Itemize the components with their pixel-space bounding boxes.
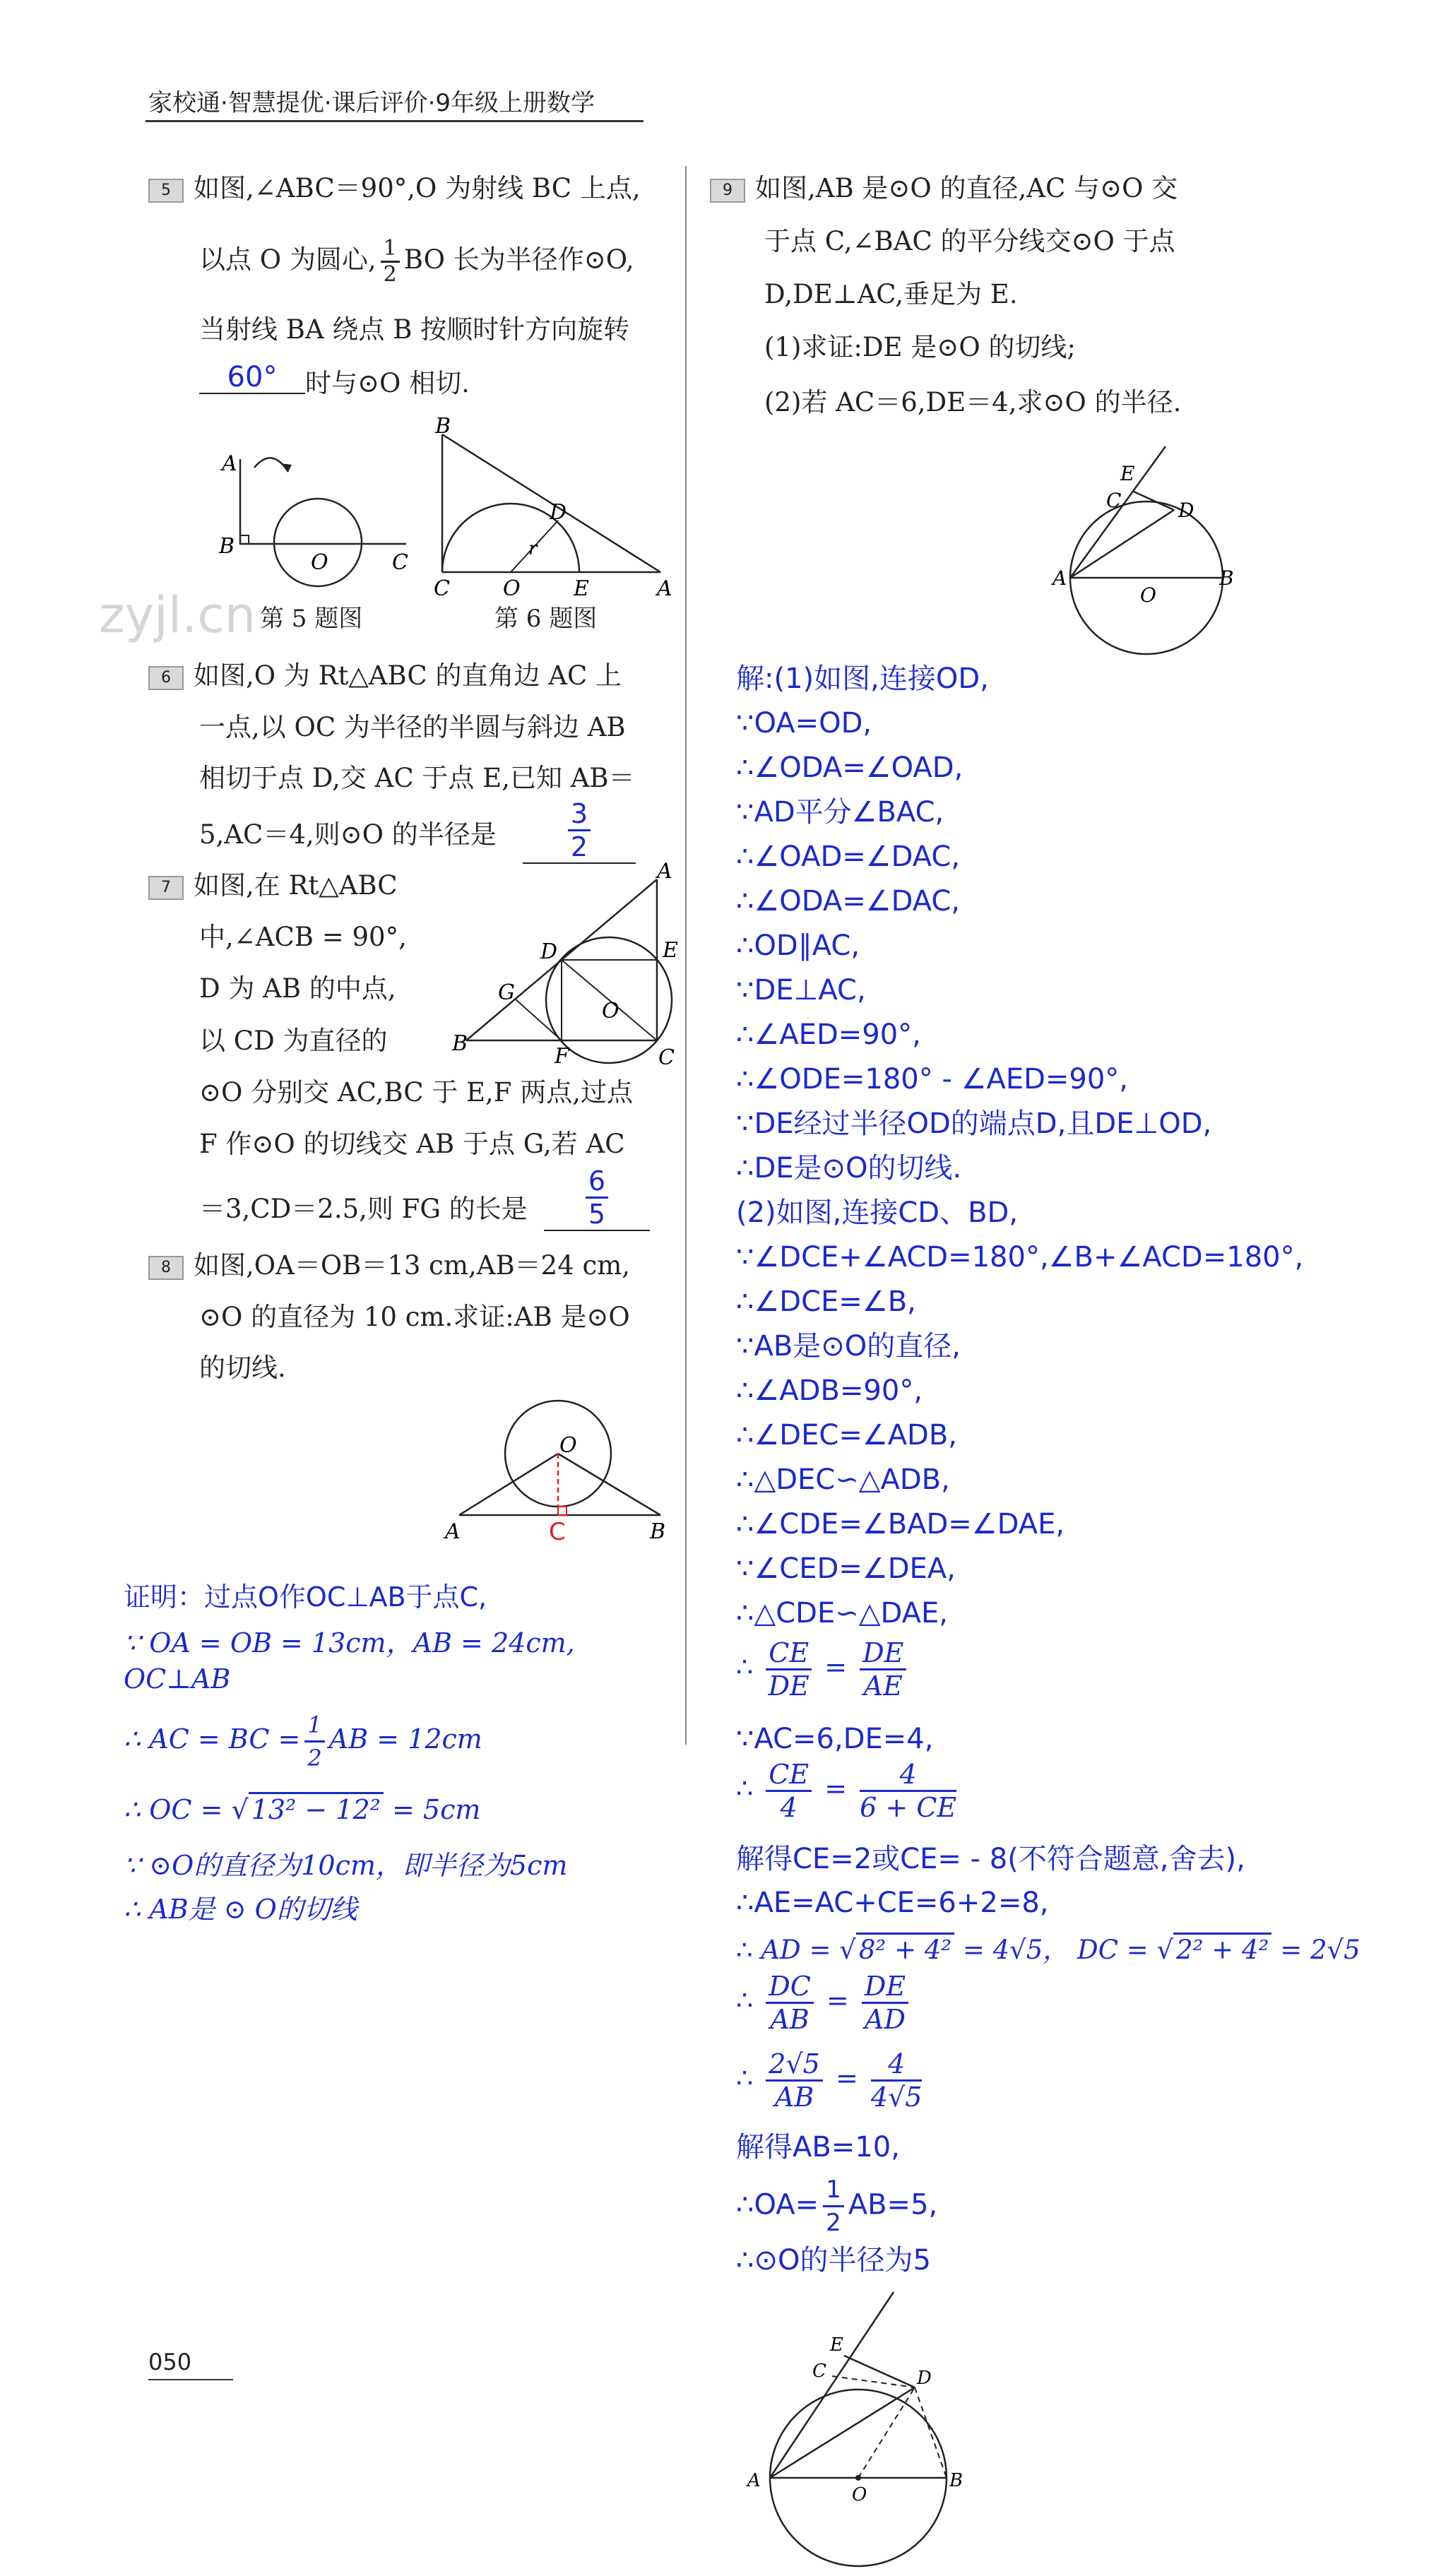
q7-line-2: 中,∠ACB = 90°, [199, 922, 407, 952]
q6-line-4: 5,AC＝4,则⊙O 的半径是 [199, 819, 497, 850]
svg-text:A: A [445, 1519, 461, 1544]
svg-text:B: B [949, 2470, 963, 2491]
question-number: 8 [148, 1256, 184, 1280]
page-number: 050 [148, 2349, 192, 2375]
svg-text:O: O [311, 550, 328, 575]
svg-text:O: O [559, 1433, 577, 1458]
q9-fraction-2: ∴ $\frac{CE}{4}$ = $\frac{4}{6 + CE}$ [736, 1759, 957, 1823]
q5-line-1: 5 如图,∠ABC＝90°,O 为射线 BC 上点, [148, 173, 641, 204]
header-rule [146, 120, 644, 122]
svg-text:D: D [1178, 499, 1194, 522]
question-number: 7 [148, 876, 184, 900]
page-number-rule [148, 2379, 233, 2380]
page-header: 家校通·智慧提优·课后评价·9年级上册数学 [148, 89, 595, 117]
q9-sol3-1: 解得AB=10, [736, 2131, 900, 2164]
question-number: 6 [148, 666, 184, 690]
svg-text:C: C [1106, 489, 1122, 512]
q8-proof-6: ∵ ⊙O的直径为10cm，即半径为5cm [124, 1850, 568, 1881]
svg-text:C: C [549, 1518, 566, 1546]
q9-line-1: 9 如图,AB 是⊙O 的直径,AC 与⊙O 交 [710, 173, 1178, 204]
q6-answer: $\frac{3}{2}$ [523, 798, 636, 864]
q5-answer: 60° [199, 362, 305, 394]
svg-text:O: O [1140, 583, 1156, 607]
q9-sol2-2: ∴AE=AC+CE=6+2=8, [736, 1887, 1049, 1919]
q9-line-3: D,DE⊥AC,垂足为 E. [764, 279, 1018, 309]
svg-text:E: E [574, 576, 589, 601]
q8-proof-2: ∵ OA = OB = 13cm，AB = 24cm, [124, 1627, 575, 1658]
svg-text:C: C [392, 550, 408, 575]
q8-line-3: 的切线. [199, 1353, 286, 1383]
svg-text:D: D [540, 939, 558, 964]
q9-fraction-4: ∴ $\frac{2√5}{AB}$ = $\frac{4}{4√5}$ [736, 2048, 923, 2113]
q7-line-3: D 为 AB 的中点, [199, 973, 396, 1004]
q9-figure [1053, 438, 1250, 650]
q8-proof-7: ∴ AB是 ⊙ O的切线 [124, 1894, 357, 1925]
svg-text:E: E [1120, 462, 1135, 485]
svg-text:O: O [852, 2484, 867, 2505]
q9-sol3-2: ∴OA= $\frac{1}{2}$ AB=5, [736, 2176, 938, 2237]
watermark: zyjl.cn [99, 586, 256, 644]
q5-line-3: 当射线 BA 绕点 B 按顺时针方向旋转 [199, 314, 630, 345]
q8-proof-1: 证明：过点O作OC⊥AB于点C, [124, 1581, 487, 1613]
q5-caption: 第 5 题图 [260, 605, 363, 633]
svg-text:O: O [503, 576, 521, 601]
q6-figure [424, 413, 678, 601]
svg-text:B: B [1219, 566, 1234, 590]
svg-text:B: B [452, 1031, 468, 1056]
q8-proof-3: OC⊥AB [124, 1663, 231, 1694]
q7-line-4: 以 CD 为直径的 [199, 1026, 388, 1056]
q6-line-1: 6 如图,O 为 Rt△ABC 的直角边 AC 上 [148, 660, 622, 692]
svg-text:C: C [658, 1045, 675, 1070]
q7-figure [452, 859, 678, 1070]
q7-line-7: ＝3,CD＝2.5,则 FG 的长是 [199, 1194, 528, 1224]
q9-given: ∵AC=6,DE=4, [736, 1723, 934, 1755]
svg-text:A: A [1053, 566, 1067, 590]
svg-text:B: B [219, 534, 235, 559]
q6-line-3: 相切于点 D,交 AC 于点 E,已知 AB＝ [199, 763, 635, 793]
q9-ad-line: ∴ AD = √ 8² + 4² = 4√5， DC = √ 2² + 4² = 2√5 [736, 1928, 1360, 1966]
svg-text:A: A [747, 2470, 761, 2491]
q9-fraction-3: ∴ $\frac{DC}{AB}$ = $\frac{DE}{AD}$ [736, 1971, 913, 2035]
svg-text:A: A [657, 576, 672, 601]
q5-line-2: 以点 O 为圆心, $\frac{1}{2}$ BO 长为半径作⊙O, [199, 236, 634, 287]
q7-answer: $\frac{6}{5}$ [544, 1165, 650, 1231]
svg-text:C: C [812, 2361, 826, 2382]
q8-line-2: ⊙O 的直径为 10 cm.求证:AB 是⊙O [199, 1302, 630, 1332]
svg-text:O: O [602, 999, 619, 1023]
q9-solution: 解:(1)如图,连接OD, ∵OA=OD, ∴∠ODA=∠OAD, ∵AD平分∠BAC, ∴∠OAD=∠DAC, ∴∠ODA=∠DAC, ∴OD∥AC, ∵DE⊥AC, ∴∠AED=90°, ∴∠ODE=180° - ∠AED=90°, ∵DE经过半径OD的端点D,且DE⊥OD, ∴DE是⊙O的切线. (2)如图,连接CD、BD, ∵∠DCE+∠ACD=180°,∠B+∠ACD=180°, ∴∠DCE=∠B, ∵AB是⊙O的直径, ∴∠ADB=90°, ∴∠DEC=∠ADB, ∴△DEC∽△ADB, ∴∠CDE=∠BAD=∠DAE, ∵∠CED=∠DEA, ∴△CDE∽△DAE, [736, 663, 1304, 1630]
svg-text:A: A [222, 451, 237, 476]
q9-sol3-3: ∴⊙O的半径为5 [736, 2244, 931, 2277]
svg-text:B: B [435, 414, 451, 439]
q7-line-5: ⊙O 分别交 AC,BC 于 E,F 两点,过点 [199, 1077, 634, 1108]
q5-line-4: 60° 时与⊙O 相切. [199, 367, 470, 400]
svg-text:E: E [663, 938, 678, 963]
q9-sol2-1: 解得CE=2或CE= - 8(不符合题意,舍去), [736, 1843, 1245, 1875]
svg-text:C: C [434, 576, 450, 601]
svg-text:D: D [550, 500, 567, 525]
q7-line-6: F 作⊙O 的切线交 AB 于点 G,若 AC [199, 1129, 625, 1159]
q8-line-1: 8 如图,OA＝OB＝13 cm,AB＝24 cm, [148, 1250, 630, 1281]
q7-line-1: 7 如图,在 Rt△ABC [148, 870, 398, 901]
q8-proof-5: ∴ OC = √ 13² − 12² = 5cm [124, 1794, 480, 1825]
question-number: 9 [710, 179, 745, 203]
svg-text:r: r [528, 538, 538, 559]
q9-line-5: (2)若 AC＝6,DE＝4,求⊙O 的半径. [764, 387, 1182, 417]
q5-figure [212, 438, 417, 586]
column-divider [685, 166, 687, 1745]
svg-text:E: E [830, 2334, 843, 2356]
svg-text:A: A [657, 859, 672, 884]
svg-text:G: G [498, 980, 515, 1005]
q9-fraction-1: ∴ $\frac{CE}{DE}$ = $\frac{DE}{AE}$ [736, 1637, 911, 1702]
q8-figure [438, 1399, 678, 1547]
q6-line-2: 一点,以 OC 为半径的半圆与斜边 AB [199, 712, 626, 742]
q9-solution-figure [735, 2289, 1003, 2571]
svg-text:F: F [555, 1044, 569, 1069]
svg-text:D: D [917, 2368, 932, 2389]
svg-text:B: B [650, 1519, 666, 1544]
q8-proof-4: ∴ AC = BC = $\frac{1}{2}$ AB = 12cm [124, 1709, 482, 1774]
q9-line-2: 于点 C,∠BAC 的平分线交⊙O 于点 [764, 226, 1175, 256]
question-number: 5 [148, 179, 184, 203]
q6-caption: 第 6 题图 [494, 605, 598, 633]
q9-line-4: (1)求证:DE 是⊙O 的切线; [764, 332, 1076, 362]
